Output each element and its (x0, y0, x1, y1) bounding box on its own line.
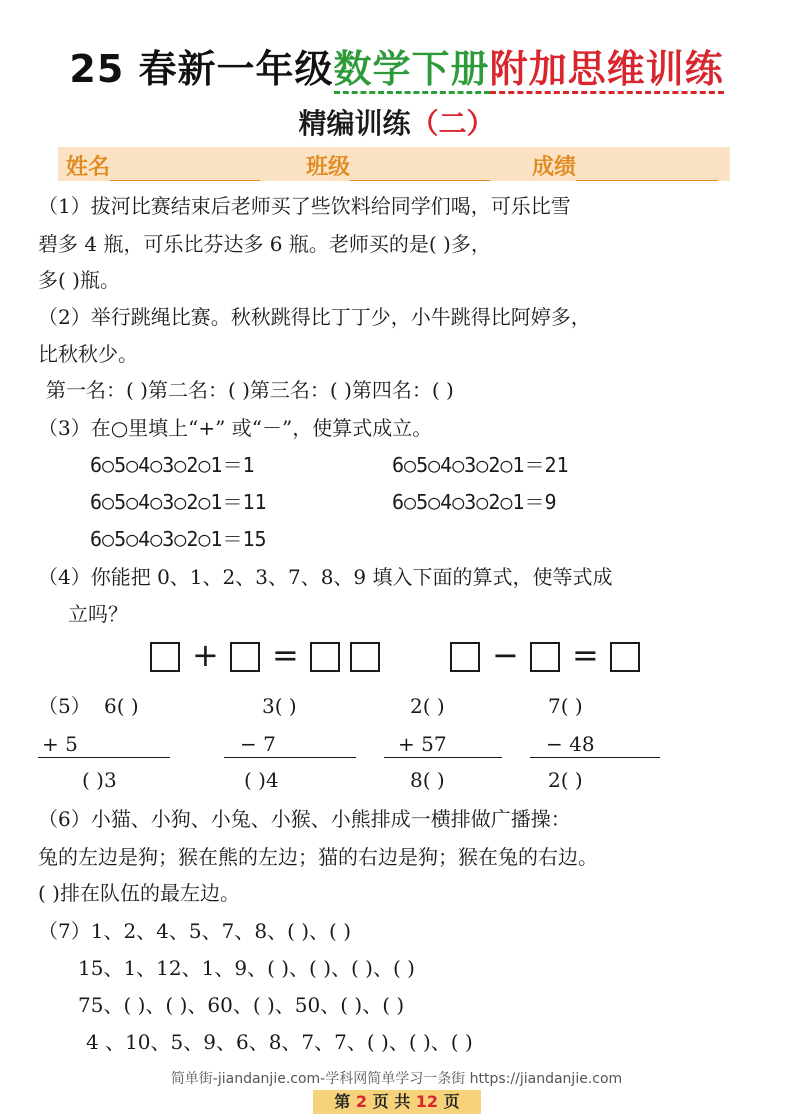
q4-box-5[interactable] (450, 642, 480, 672)
q2-line2: 比秋秋少。 (38, 342, 138, 366)
q5-col4-bottom: 2( ) (548, 768, 583, 792)
q4-box-4[interactable] (350, 642, 380, 672)
q1-line3: 多( )瓶。 (38, 268, 120, 292)
page-suffix: 页 (443, 1092, 460, 1111)
q5-col3-operand: + 57 (398, 732, 447, 756)
q5-col3-rule (384, 757, 502, 758)
q4-equals-sign-1: = (272, 636, 299, 674)
q5-col4-operand: − 48 (546, 732, 595, 756)
page-current: 2 (355, 1092, 368, 1111)
q5-label: （5） (38, 694, 91, 718)
name-blank[interactable] (110, 158, 260, 181)
title-topic: 附加思维训练 (490, 47, 724, 94)
q5-col2-operand: − 7 (240, 732, 276, 756)
q4-line1: （4）你能把 0、1、2、3、7、8、9 填入下面的算式，使等式成 (38, 565, 613, 589)
q4-box-1[interactable] (150, 642, 180, 672)
title-grade: 25 春新一年级 (69, 47, 334, 91)
q4-line2: 立吗？ (68, 602, 128, 626)
q3-equation-4: 6○5○4○3○2○1＝9 (392, 490, 557, 514)
q6-line1: （6）小猫、小狗、小兔、小猴、小熊排成一横排做广播操： (38, 807, 571, 831)
q7-sequence-3: 75、( )、( )、60、( )、50、( )、( ) (78, 993, 405, 1017)
q3-equation-1: 6○5○4○3○2○1＝1 (90, 453, 255, 477)
q4-equations (150, 636, 650, 682)
q2-ranking-line: 第一名：( )第二名：( )第三名：( )第四名：( ) (46, 378, 454, 402)
class-label: 班级 (306, 155, 351, 180)
q5-col2-rule (224, 757, 356, 758)
q5-col1-operand: + 5 (42, 732, 78, 756)
q3-equation-2: 6○5○4○3○2○1＝21 (392, 453, 569, 477)
class-field (306, 150, 490, 181)
page-subtitle (0, 102, 793, 142)
q5-col3-bottom: 8( ) (410, 768, 445, 792)
q7-sequence-2: 15、1、12、1、9、( )、( )、( )、( ) (78, 956, 415, 980)
subtitle-number: （二） (410, 107, 495, 140)
q6-line2: 兔的左边是狗；猴在熊的左边；猫的右边是狗；猴在兔的右边。 (38, 845, 598, 869)
score-blank[interactable] (576, 158, 718, 181)
q5-col1-bottom: ( )3 (82, 768, 117, 792)
q4-equals-sign-2: = (572, 636, 599, 674)
q1-line2: 碧多 4 瓶，可乐比芬达多 6 瓶。老师买的是( )多， (38, 232, 491, 256)
score-label: 成绩 (532, 155, 577, 180)
q5-col2-bottom: ( )4 (244, 768, 279, 792)
student-info-bar (58, 147, 730, 181)
q5-col1-rule (38, 757, 170, 758)
q7-sequence-1: （7）1、2、4、5、7、8、( )、( ) (38, 919, 351, 943)
name-field (66, 150, 260, 181)
subtitle-text: 精编训练 (298, 107, 411, 140)
q5-col4-top: 7( ) (548, 694, 583, 718)
page-indicator (313, 1090, 481, 1114)
q2-line1: （2）举行跳绳比赛。秋秋跳得比丁丁少，小牛跳得比阿婷多， (38, 305, 591, 329)
q4-box-7[interactable] (610, 642, 640, 672)
page-prefix: 第 (334, 1092, 351, 1111)
q4-box-2[interactable] (230, 642, 260, 672)
q4-box-3[interactable] (310, 642, 340, 672)
page-mid: 页 共 (372, 1092, 411, 1111)
title-subject: 数学下册 (334, 47, 490, 94)
q4-box-6[interactable] (530, 642, 560, 672)
class-blank[interactable] (350, 158, 490, 181)
watermark-text: 简单街-jiandanjie.com-学科网简单学习一条街 https://jiandanjie.com (170, 1071, 623, 1087)
q3-line1: （3）在○里填上“+” 或“－”，使算式成立。 (38, 416, 433, 440)
q4-plus-sign: + (192, 636, 219, 674)
page-total: 12 (415, 1092, 439, 1111)
q7-sequence-4: 4 、10、5、9、6、8、7、7、( )、( )、( ) (86, 1030, 473, 1054)
page-title (0, 38, 793, 93)
q6-line3: ( )排在队伍的最左边。 (38, 881, 240, 905)
q1-line1: （1）拔河比赛结束后老师买了些饮料给同学们喝，可乐比雪 (38, 194, 571, 218)
q5-col1-top: 6( ) (104, 694, 139, 718)
q5-col4-rule (530, 757, 660, 758)
name-label: 姓名 (66, 155, 111, 180)
score-field (532, 150, 718, 181)
q3-equation-3: 6○5○4○3○2○1＝11 (90, 490, 267, 514)
q3-equation-5: 6○5○4○3○2○1＝15 (90, 527, 267, 551)
q5-col3-top: 2( ) (410, 694, 445, 718)
q5-col2-top: 3( ) (262, 694, 297, 718)
q4-minus-sign: − (492, 636, 519, 674)
